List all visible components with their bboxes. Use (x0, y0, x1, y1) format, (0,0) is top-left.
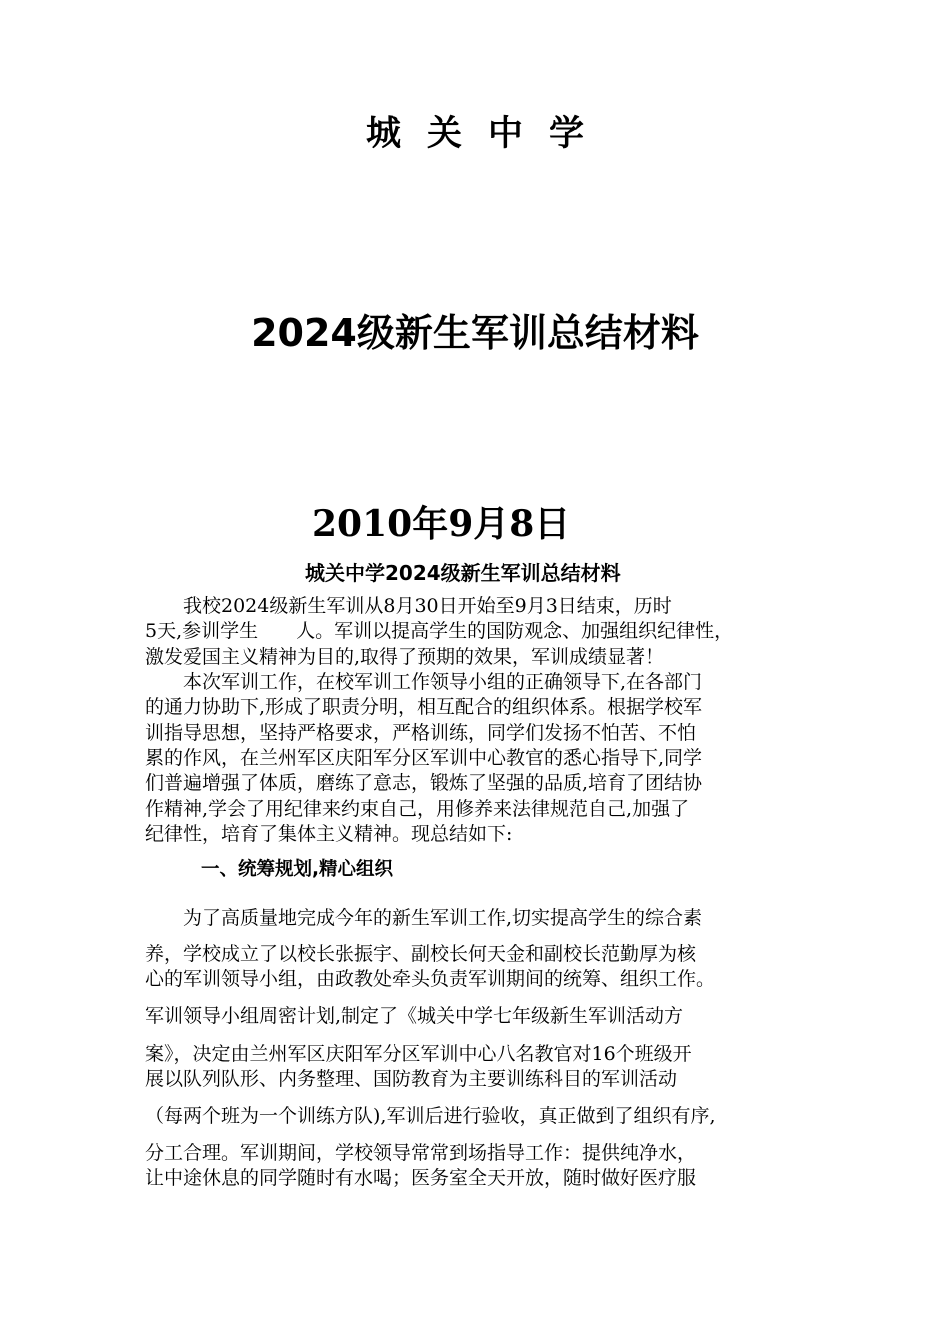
body-line: 展以队列队形、内务整理、国防教育为主要训练科目的军训活动 (145, 1068, 678, 1090)
body-line: 分工合理。军训期间，学校领导常常到场指导工作：提供纯净水， (145, 1142, 697, 1164)
section-heading: 一、统筹规划,精心组织 (201, 859, 394, 880)
cover-title: 2024级新生军训总结材料 (251, 311, 699, 355)
body-line: 的通力协助下,形成了职责分明，相互配合的组织体系。根据学校军 (145, 696, 703, 718)
body-line: 激发爱国主义精神为目的,取得了预期的效果，军训成绩显著！ (145, 646, 665, 668)
body-line: 养，学校成立了以校长张振宇、副校长何天金和副校长范勤厚为核 (145, 943, 697, 965)
cover-date: 2010年9月8日 (312, 503, 571, 545)
body-line: 纪律性，培育了集体主义精神。现总结如下: (145, 823, 513, 845)
body-line: 案》，决定由兰州军区庆阳军分区军训中心八名教官对16个班级开 (145, 1043, 692, 1065)
body-line: 军训领导小组周密计划,制定了《城关中学七年级新生军训活动方 (145, 1005, 684, 1027)
body-line: 我校2024级新生军训从8月30日开始至9月3日结束，历时 (145, 595, 672, 617)
body-line: 本次军训工作，在校军训工作领导小组的正确领导下,在各部门 (145, 671, 703, 693)
body-line: 5天,参训学生 人。军训以提高学生的国防观念、加强组织纪律性， (145, 620, 734, 642)
body-line: 心的军训领导小组，由政教处牵头负责军训期间的统筹、组织工作。 (145, 968, 716, 990)
body-line: 让中途休息的同学随时有水喝；医务室全天开放，随时做好医疗服 (145, 1167, 697, 1189)
school-name: 城关中学 (365, 114, 610, 154)
body-line: 作精神,学会了用纪律来约束自己，用修养来法律规范自己,加强了 (145, 798, 690, 820)
body-line: （每两个班为一个训练方队),军训后进行验收，真正做到了组织有序, (145, 1105, 716, 1127)
body-line: 们普遍增强了体质，磨练了意志，锻炼了坚强的品质,培育了团结协 (145, 772, 703, 794)
document-title: 城关中学2024级新生军训总结材料 (305, 561, 621, 585)
body-line: 为了高质量地完成今年的新生军训工作,切实提高学生的综合素 (145, 907, 703, 929)
body-line: 累的作风，在兰州军区庆阳军分区军训中心教官的悉心指导下,同学 (145, 747, 703, 769)
body-line: 训指导思想，坚持严格要求，严格训练，同学们发扬不怕苦、不怕 (145, 722, 697, 744)
